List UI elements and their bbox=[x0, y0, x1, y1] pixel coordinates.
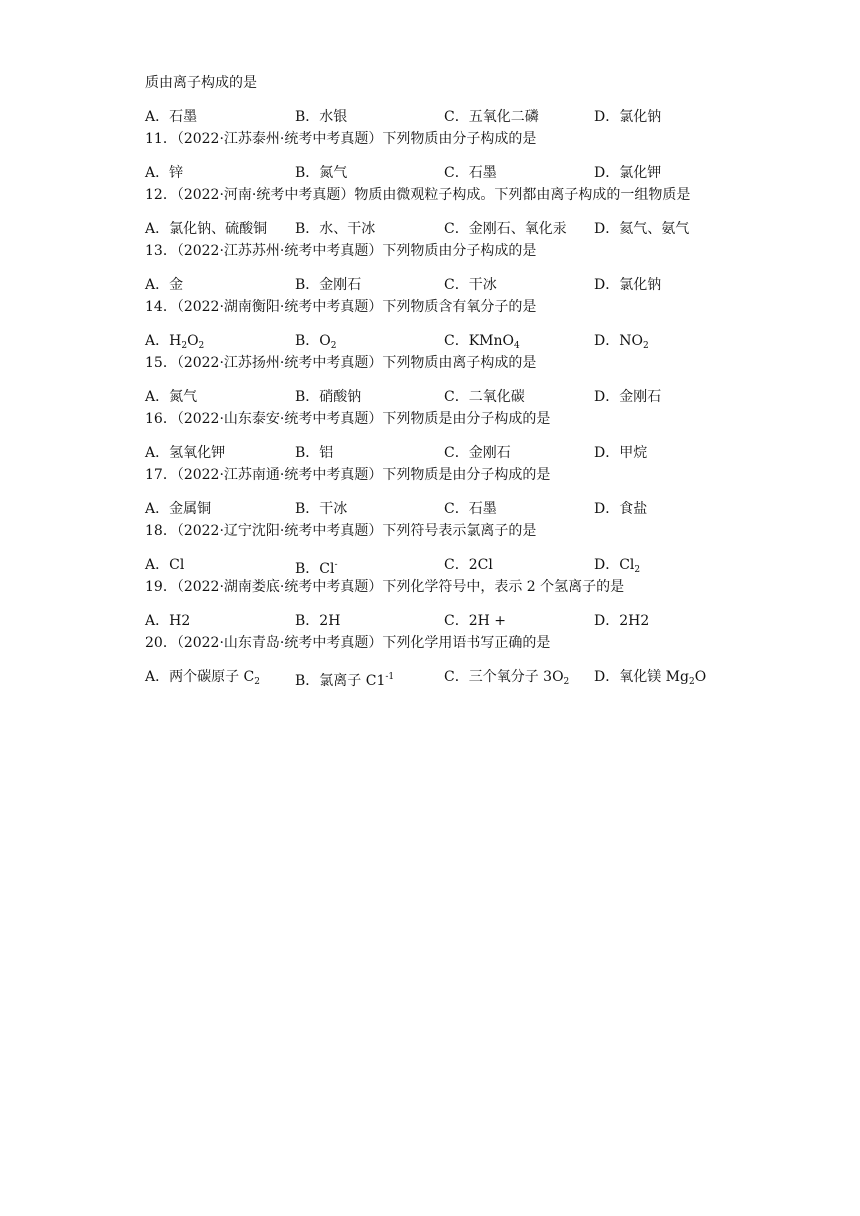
option-a: A．石墨 bbox=[145, 109, 198, 125]
option-b: B．氮气 bbox=[295, 165, 348, 181]
option-c: C．三个氧分子 $3O_2$ bbox=[444, 669, 570, 687]
option-d: D．氧化镁 $Mg_2O$ bbox=[594, 669, 707, 687]
question-stem: 12．（2022·河南·统考中考真题）物质由微观粒子构成。下列都由离子构成的一组物质是 bbox=[145, 187, 691, 203]
option-a: A．氢氧化钾 bbox=[145, 445, 226, 461]
question-stem: 16．（2022·山东泰安·统考中考真题）下列物质是由分子构成的是 bbox=[145, 411, 551, 427]
option-c: C．二氧化碳 bbox=[444, 389, 525, 405]
option-c: C．金刚石、氧化汞 bbox=[444, 221, 567, 237]
option-a: A．锌 bbox=[145, 165, 184, 181]
option-b: B．氯离子 $C1^{-1}$ bbox=[295, 672, 395, 689]
option-a: A．氮气 bbox=[145, 389, 198, 405]
question-stem-continuation: 质由离子构成的是 bbox=[145, 75, 257, 91]
answer-options bbox=[145, 442, 785, 464]
question-stem: 18．（2022·辽宁沈阳·统考中考真题）下列符号表示氯离子的是 bbox=[145, 523, 537, 539]
answer-options bbox=[145, 106, 785, 128]
option-a: A．氯化钠、硫酸铜 bbox=[145, 221, 268, 237]
option-a: A．两个碳原子 $C_2$ bbox=[145, 669, 261, 687]
option-c: C．石墨 bbox=[444, 165, 497, 181]
answer-options bbox=[145, 162, 785, 184]
option-a: A．金 bbox=[145, 277, 184, 293]
option-b: B．硝酸钠 bbox=[295, 389, 362, 405]
option-c: C．金刚石 bbox=[444, 445, 511, 461]
option-a: A．Cl bbox=[145, 557, 185, 573]
option-b: B．水、干冰 bbox=[295, 221, 376, 237]
answer-options bbox=[145, 610, 785, 632]
option-d: D．甲烷 bbox=[594, 445, 648, 461]
option-a: A．$H_2O_2$ bbox=[145, 333, 205, 351]
option-b: B．干冰 bbox=[295, 501, 348, 517]
option-d: D．$Cl_2$ bbox=[594, 557, 641, 575]
option-b: B．水银 bbox=[295, 109, 348, 125]
option-b: B．$O_2$ bbox=[295, 333, 337, 351]
question-stem: 19．（2022·湖南娄底·统考中考真题）下列化学符号中，表示 2 个氢离子的是 bbox=[145, 579, 625, 595]
question-stem: 20．（2022·山东青岛·统考中考真题）下列化学用语书写正确的是 bbox=[145, 635, 551, 651]
answer-options bbox=[145, 386, 785, 408]
document-page bbox=[145, 72, 785, 688]
option-c: C．石墨 bbox=[444, 501, 497, 517]
option-b: B．2H bbox=[295, 613, 341, 629]
option-c: C．五氧化二磷 bbox=[444, 109, 539, 125]
option-d: D．氯化钠 bbox=[594, 109, 662, 125]
answer-options bbox=[145, 274, 785, 296]
option-d: D．2H2 bbox=[594, 613, 650, 629]
option-d: D．食盐 bbox=[594, 501, 648, 517]
option-c: C．干冰 bbox=[444, 277, 497, 293]
option-d: D．氦气、氨气 bbox=[594, 221, 690, 237]
answer-options bbox=[145, 666, 785, 688]
option-d: D．金刚石 bbox=[594, 389, 662, 405]
option-d: D．氯化钾 bbox=[594, 165, 662, 181]
option-d: D．$NO_2$ bbox=[594, 333, 649, 351]
option-c: C．2H + bbox=[444, 613, 507, 629]
option-b: B．铝 bbox=[295, 445, 334, 461]
option-b: B．金刚石 bbox=[295, 277, 362, 293]
option-a: A．H2 bbox=[145, 613, 191, 629]
option-a: A．金属铜 bbox=[145, 501, 212, 517]
option-c: C．2Cl bbox=[444, 557, 493, 573]
answer-options bbox=[145, 498, 785, 520]
answer-options bbox=[145, 218, 785, 240]
option-d: D．氯化钠 bbox=[594, 277, 662, 293]
option-b: B．Cl- bbox=[295, 560, 338, 577]
question-stem: 14．（2022·湖南衡阳·统考中考真题）下列物质含有氧分子的是 bbox=[145, 299, 537, 315]
answer-options bbox=[145, 554, 785, 576]
question-stem: 17．（2022·江苏南通·统考中考真题）下列物质是由分子构成的是 bbox=[145, 467, 551, 483]
option-c: C．KMnO$_4$ bbox=[444, 333, 520, 351]
question-stem: 13．（2022·江苏苏州·统考中考真题）下列物质由分子构成的是 bbox=[145, 243, 537, 259]
question-stem: 11．（2022·江苏泰州·统考中考真题）下列物质由分子构成的是 bbox=[145, 131, 537, 147]
answer-options bbox=[145, 330, 785, 352]
question-stem: 15．（2022·江苏扬州·统考中考真题）下列物质由离子构成的是 bbox=[145, 355, 537, 371]
